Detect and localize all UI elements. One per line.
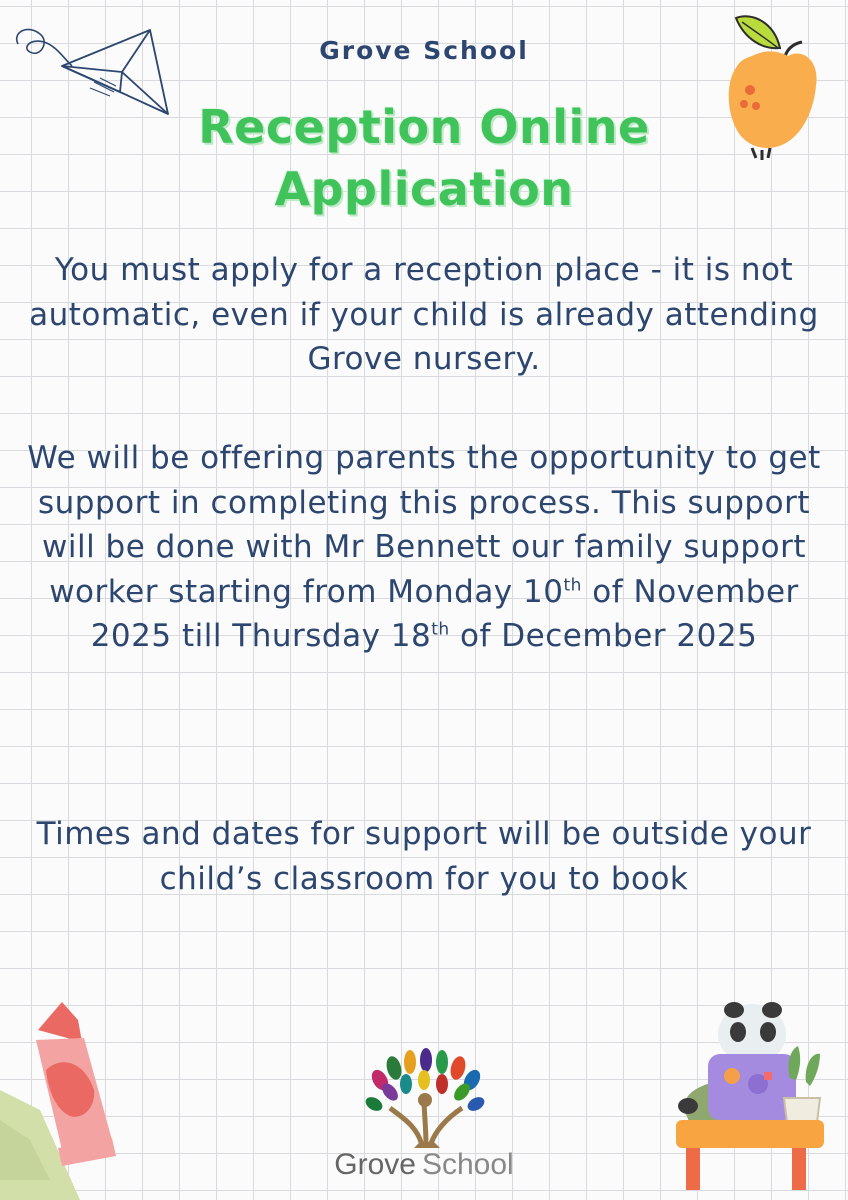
paragraph-apply-notice: You must apply for a reception place - it is not automatic, even if your child is already attending Grove nursery. [29,252,819,377]
paragraph-booking-info: Times and dates for support will be outside your child’s classroom for you to book [36,816,812,897]
title-line-2: Application [274,162,574,216]
support-text-end: of December 2025 [449,618,758,654]
school-name-heading: Grove School [319,36,529,65]
support-text-middle: of November 2025 till Thursday 18 [90,573,799,654]
ordinal-suffix: th [431,619,450,640]
page-title [184,96,664,220]
paragraph-support-info [20,436,828,659]
logo-word-grove: Grove [334,1148,416,1181]
support-text-start: We will be offering parents the opportunity to get support in completing this process. This support will be done with Mr Bennett our family support worker starting from Monday 10 [27,440,821,610]
title-line-1: Reception Online [198,100,650,154]
grove-school-logo-text [0,1148,848,1182]
ordinal-suffix: th [563,575,582,596]
apple-icon [722,12,822,162]
logo-word-school: School [421,1148,514,1181]
